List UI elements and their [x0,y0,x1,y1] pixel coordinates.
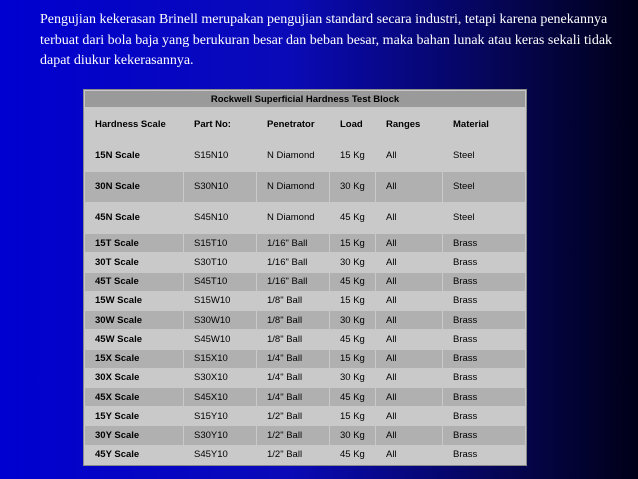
cell-load: 15 Kg [330,141,375,171]
table-row [85,311,525,329]
cell-ranges: All [376,446,442,464]
cell-part-no: S45T10 [184,273,256,291]
header-hardness-scale: Hardness Scale [85,108,183,140]
cell-part-no: S15Y10 [184,407,256,425]
cell-penetrator: N Diamond [257,203,329,233]
cell-part-no: S15T10 [184,234,256,252]
cell-load: 30 Kg [330,253,375,271]
table-row [85,292,525,310]
cell-load: 45 Kg [330,388,375,406]
cell-penetrator: 1/4" Ball [257,369,329,387]
cell-ranges: All [376,141,442,171]
table-row [85,350,525,368]
cell-part-no: S45N10 [184,203,256,233]
cell-load: 30 Kg [330,172,375,202]
cell-material: Steel [443,203,525,233]
table-row [85,203,525,233]
hardness-table [84,90,526,465]
cell-load: 45 Kg [330,330,375,348]
cell-penetrator: 1/2" Ball [257,426,329,444]
cell-part-no: S15W10 [184,292,256,310]
cell-part-no: S15N10 [184,141,256,171]
cell-penetrator: N Diamond [257,141,329,171]
cell-ranges: All [376,273,442,291]
cell-scale: 45Y Scale [85,446,183,464]
cell-penetrator: 1/8" Ball [257,330,329,348]
cell-scale: 30N Scale [85,172,183,202]
cell-material: Brass [443,426,525,444]
hardness-table-container [83,89,527,466]
cell-load: 45 Kg [330,273,375,291]
cell-scale: 30X Scale [85,369,183,387]
cell-load: 45 Kg [330,446,375,464]
cell-material: Brass [443,330,525,348]
cell-part-no: S30X10 [184,369,256,387]
cell-load: 30 Kg [330,369,375,387]
cell-penetrator: 1/2" Ball [257,446,329,464]
cell-material: Brass [443,388,525,406]
cell-material: Steel [443,141,525,171]
table-row [85,253,525,271]
cell-ranges: All [376,253,442,271]
cell-load: 15 Kg [330,407,375,425]
cell-ranges: All [376,311,442,329]
cell-penetrator: N Diamond [257,172,329,202]
table-row [85,330,525,348]
cell-load: 15 Kg [330,234,375,252]
cell-penetrator: 1/4" Ball [257,350,329,368]
cell-scale: 30Y Scale [85,426,183,444]
cell-material: Brass [443,273,525,291]
cell-ranges: All [376,426,442,444]
cell-load: 15 Kg [330,292,375,310]
cell-scale: 15Y Scale [85,407,183,425]
cell-part-no: S45Y10 [184,446,256,464]
cell-penetrator: 1/2" Ball [257,407,329,425]
cell-penetrator: 1/16" Ball [257,253,329,271]
cell-ranges: All [376,369,442,387]
cell-ranges: All [376,350,442,368]
cell-scale: 15T Scale [85,234,183,252]
table-row [85,446,525,464]
cell-scale: 45W Scale [85,330,183,348]
table-row [85,273,525,291]
table-row [85,388,525,406]
cell-penetrator: 1/4" Ball [257,388,329,406]
cell-load: 45 Kg [330,203,375,233]
table-row [85,141,525,171]
cell-material: Brass [443,446,525,464]
header-load: Load [330,108,375,140]
table-row [85,369,525,387]
cell-ranges: All [376,203,442,233]
cell-penetrator: 1/16" Ball [257,273,329,291]
cell-scale: 45T Scale [85,273,183,291]
cell-scale: 15X Scale [85,350,183,368]
cell-scale: 30T Scale [85,253,183,271]
cell-ranges: All [376,330,442,348]
table-row [85,234,525,252]
cell-material: Steel [443,172,525,202]
cell-scale: 45N Scale [85,203,183,233]
table-row [85,426,525,444]
cell-penetrator: 1/8" Ball [257,311,329,329]
cell-material: Brass [443,369,525,387]
cell-ranges: All [376,407,442,425]
cell-penetrator: 1/8" Ball [257,292,329,310]
cell-part-no: S15X10 [184,350,256,368]
cell-part-no: S45X10 [184,388,256,406]
cell-part-no: S30T10 [184,253,256,271]
cell-scale: 30W Scale [85,311,183,329]
table-caption: Rockwell Superficial Hardness Test Block [85,91,525,107]
header-row [85,108,525,140]
table-body [85,141,525,464]
cell-penetrator: 1/16" Ball [257,234,329,252]
header-penetrator: Penetrator [257,108,329,140]
table-row [85,172,525,202]
cell-ranges: All [376,234,442,252]
cell-material: Brass [443,407,525,425]
cell-part-no: S30Y10 [184,426,256,444]
cell-scale: 15N Scale [85,141,183,171]
cell-load: 15 Kg [330,350,375,368]
cell-material: Brass [443,311,525,329]
cell-part-no: S30N10 [184,172,256,202]
cell-part-no: S45W10 [184,330,256,348]
cell-load: 30 Kg [330,426,375,444]
cell-material: Brass [443,253,525,271]
cell-part-no: S30W10 [184,311,256,329]
slide-paragraph: Pengujian kekerasan Brinell merupakan pengujian standard secara industri, tetapi karena penekannya terbuat dari bola baja yang berukuran besar dan beban besar, maka bahan lunak atau keras sekali tidak dapat diukur kekerasannya. [40,12,613,68]
header-material: Material [443,108,525,140]
cell-ranges: All [376,388,442,406]
cell-ranges: All [376,172,442,202]
cell-ranges: All [376,292,442,310]
cell-scale: 15W Scale [85,292,183,310]
header-ranges: Ranges [376,108,442,140]
cell-material: Brass [443,234,525,252]
header-part-no: Part No: [184,108,256,140]
table-row [85,407,525,425]
cell-material: Brass [443,292,525,310]
cell-load: 30 Kg [330,311,375,329]
cell-scale: 45X Scale [85,388,183,406]
cell-material: Brass [443,350,525,368]
